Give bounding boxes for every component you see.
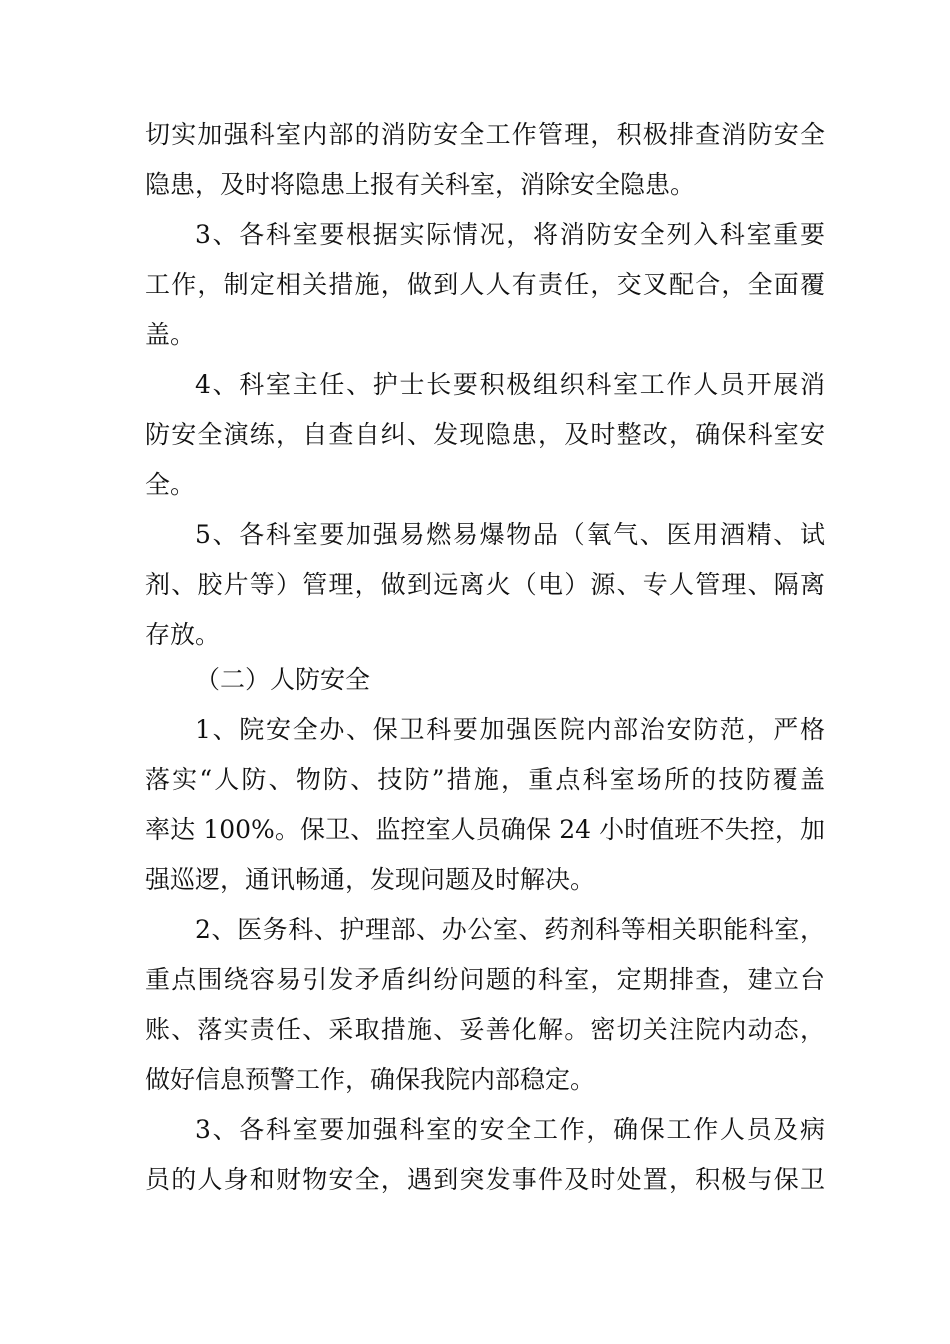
- text-line: 率达 100%。保卫、监控室人员确保 24 小时值班不失控，加: [145, 815, 825, 844]
- text-line: 4、科室主任、护士长要积极组织科室工作人员开展消: [195, 370, 825, 399]
- text-line: 盖。: [145, 320, 196, 349]
- text-line: 切实加强科室内部的消防安全工作管理，积极排查消防安全: [145, 120, 825, 149]
- text-line: 落实“人防、物防、技防”措施，重点科室场所的技防覆盖: [145, 765, 825, 794]
- text-line: 5、各科室要加强易燃易爆物品（氧气、医用酒精、试: [195, 520, 825, 549]
- text-line: 3、各科室要加强科室的安全工作，确保工作人员及病: [195, 1115, 825, 1144]
- text-line: 2、医务科、护理部、办公室、药剂科等相关职能科室，: [195, 915, 825, 944]
- text-line: 剂、胶片等）管理，做到远离火（电）源、专人管理、隔离: [145, 570, 825, 599]
- text-line: 强巡逻，通讯畅通，发现问题及时解决。: [145, 865, 596, 894]
- text-line: 员的人身和财物安全，遇到突发事件及时处置，积极与保卫: [145, 1165, 825, 1194]
- text-line: 工作，制定相关措施，做到人人有责任，交叉配合，全面覆: [145, 270, 825, 299]
- text-line: 全。: [145, 470, 196, 499]
- text-line: 3、各科室要根据实际情况，将消防安全列入科室重要: [195, 220, 825, 249]
- text-line: 账、落实责任、采取措施、妥善化解。密切关注院内动态，: [145, 1015, 825, 1044]
- text-line: 防安全演练，自查自纠、发现隐患，及时整改，确保科室安: [145, 420, 825, 449]
- section-heading: （二）人防安全: [195, 665, 371, 694]
- text-line: 做好信息预警工作，确保我院内部稳定。: [145, 1065, 596, 1094]
- text-line: 隐患，及时将隐患上报有关科室，消除安全隐患。: [145, 170, 696, 199]
- text-line: 1、院安全办、保卫科要加强医院内部治安防范，严格: [195, 715, 825, 744]
- text-line: 存放。: [145, 620, 221, 649]
- text-line: 重点围绕容易引发矛盾纠纷问题的科室，定期排查，建立台: [145, 965, 825, 994]
